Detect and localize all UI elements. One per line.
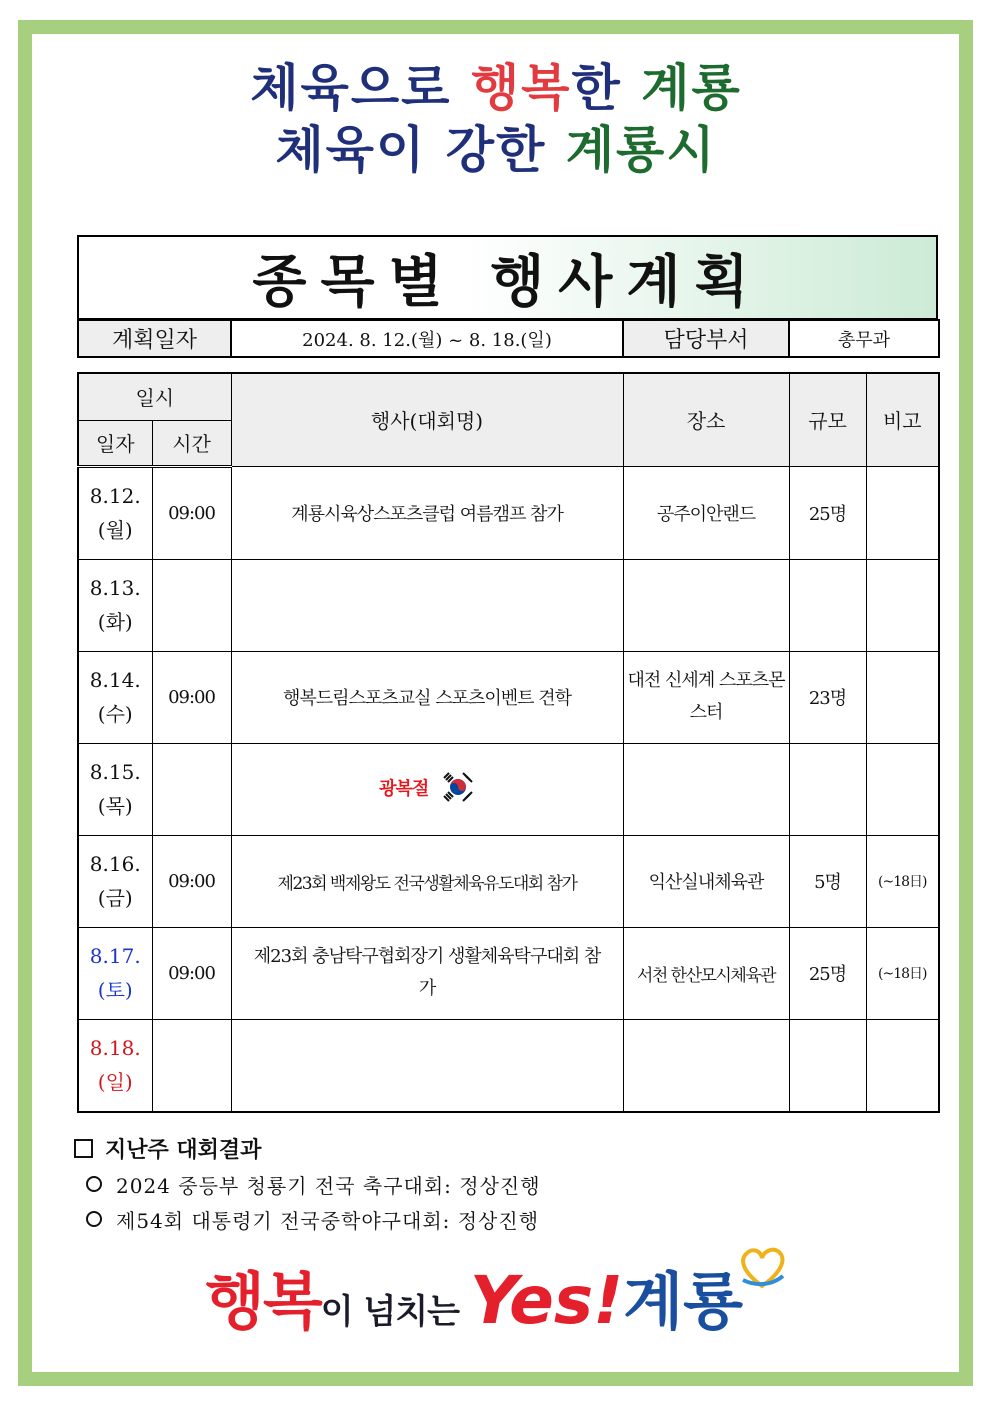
dept-value: 총무과 xyxy=(789,320,939,357)
row-scale xyxy=(789,1019,866,1112)
list-item: 제54회 대통령기 전국중학야구대회: 정상진행 xyxy=(86,1205,934,1234)
table-row xyxy=(78,559,939,651)
row-time xyxy=(152,743,231,835)
row-event: 행복드림스포츠교실 스포츠이벤트 견학 xyxy=(231,651,623,743)
row-date: 8.12. (월) xyxy=(78,466,152,559)
row-event xyxy=(231,1019,623,1112)
row-note: (~18日) xyxy=(866,927,939,1019)
header-time: 시간 xyxy=(152,420,231,466)
slogan-segment: 체육 xyxy=(275,121,376,179)
row-note xyxy=(866,743,939,835)
row-place xyxy=(623,1019,789,1112)
row-scale: 25명 xyxy=(789,466,866,559)
circle-bullet-icon xyxy=(86,1211,102,1227)
row-time xyxy=(152,559,231,651)
row-time: 09:00 xyxy=(152,927,231,1019)
slogan-line-2 xyxy=(0,110,992,182)
row-date: 8.13. (화) xyxy=(78,559,152,651)
schedule-table xyxy=(77,372,940,1113)
header-date: 일자 xyxy=(78,420,152,466)
row-place: 대전 신세계 스포츠몬스터 xyxy=(623,651,789,743)
table-row xyxy=(78,835,939,927)
list-item: 2024 중등부 청룡기 전국 축구대회: 정상진행 xyxy=(86,1170,934,1199)
row-time: 09:00 xyxy=(152,651,231,743)
info-table xyxy=(77,319,940,358)
plan-date-label: 계획일자 xyxy=(78,320,231,357)
plan-date-value: 2024. 8. 12.(월) ~ 8. 18.(일) xyxy=(231,320,623,357)
slogan-segment: 이 강한 xyxy=(375,121,566,179)
logo-gyeryong: 계룡 xyxy=(623,1265,744,1338)
row-time xyxy=(152,1019,231,1112)
slogan-segment: 체육으로 xyxy=(250,59,471,117)
row-event: 제23회 충남탁구협회장기 생활체육탁구대회 참가 xyxy=(231,927,623,1019)
row-event xyxy=(231,743,623,835)
row-date: 8.16. (금) xyxy=(78,835,152,927)
title-box xyxy=(77,235,938,320)
table-row xyxy=(78,927,939,1019)
row-note xyxy=(866,559,939,651)
table-row xyxy=(78,1019,939,1112)
slogan-segment: 한 xyxy=(571,59,642,117)
dept-label: 담당부서 xyxy=(623,320,789,357)
logo-overflowing: 이 넘치는 xyxy=(320,1292,470,1332)
row-place: 익산실내체육관 xyxy=(623,835,789,927)
slogan-segment: 계룡 xyxy=(641,59,742,117)
row-note xyxy=(866,1019,939,1112)
header-place: 장소 xyxy=(623,373,789,466)
logo-happiness: 행복 xyxy=(204,1265,321,1338)
table-row xyxy=(78,466,939,559)
row-scale: 25명 xyxy=(789,927,866,1019)
row-place xyxy=(623,743,789,835)
korean-flag-icon xyxy=(441,770,475,809)
results-heading: 지난주 대회결과 xyxy=(74,1133,934,1164)
square-bullet-icon xyxy=(74,1139,93,1158)
bottom-logo xyxy=(0,1252,992,1352)
row-date: 8.14. (수) xyxy=(78,651,152,743)
header-event: 행사(대회명) xyxy=(231,373,623,466)
header-note: 비고 xyxy=(866,373,939,466)
logo-yes: Yes! xyxy=(469,1262,624,1339)
circle-bullet-icon xyxy=(86,1176,102,1192)
row-event: 계룡시육상스포츠클럽 여름캠프 참가 xyxy=(231,466,623,559)
row-note xyxy=(866,466,939,559)
row-date: 8.15. (목) xyxy=(78,743,152,835)
last-week-results xyxy=(74,1133,934,1234)
page-title: 종목별 행사계획 xyxy=(252,249,763,315)
row-place xyxy=(623,559,789,651)
row-scale xyxy=(789,743,866,835)
slogan-segment: 계룡시 xyxy=(565,121,717,179)
row-place: 서천 한산모시체육관 xyxy=(623,927,789,1019)
header-scale: 규모 xyxy=(789,373,866,466)
row-time: 09:00 xyxy=(152,466,231,559)
slogan-segment: 행복 xyxy=(470,59,572,117)
top-slogan xyxy=(0,48,992,178)
row-scale: 5명 xyxy=(789,835,866,927)
row-date: 8.17. (토) xyxy=(78,927,152,1019)
table-row xyxy=(78,651,939,743)
holiday-label: 광복절 xyxy=(379,778,429,799)
row-time: 09:00 xyxy=(152,835,231,927)
row-note: (~18日) xyxy=(866,835,939,927)
row-scale: 23명 xyxy=(789,651,866,743)
table-row xyxy=(78,743,939,835)
row-date: 8.18. (일) xyxy=(78,1019,152,1112)
row-scale xyxy=(789,559,866,651)
row-place: 공주이안랜드 xyxy=(623,466,789,559)
row-note xyxy=(866,651,939,743)
header-datetime: 일시 xyxy=(78,373,231,420)
heart-icon xyxy=(737,1246,787,1294)
row-event xyxy=(231,559,623,651)
row-event: 제23회 백제왕도 전국생활체육유도대회 참가 xyxy=(231,835,623,927)
